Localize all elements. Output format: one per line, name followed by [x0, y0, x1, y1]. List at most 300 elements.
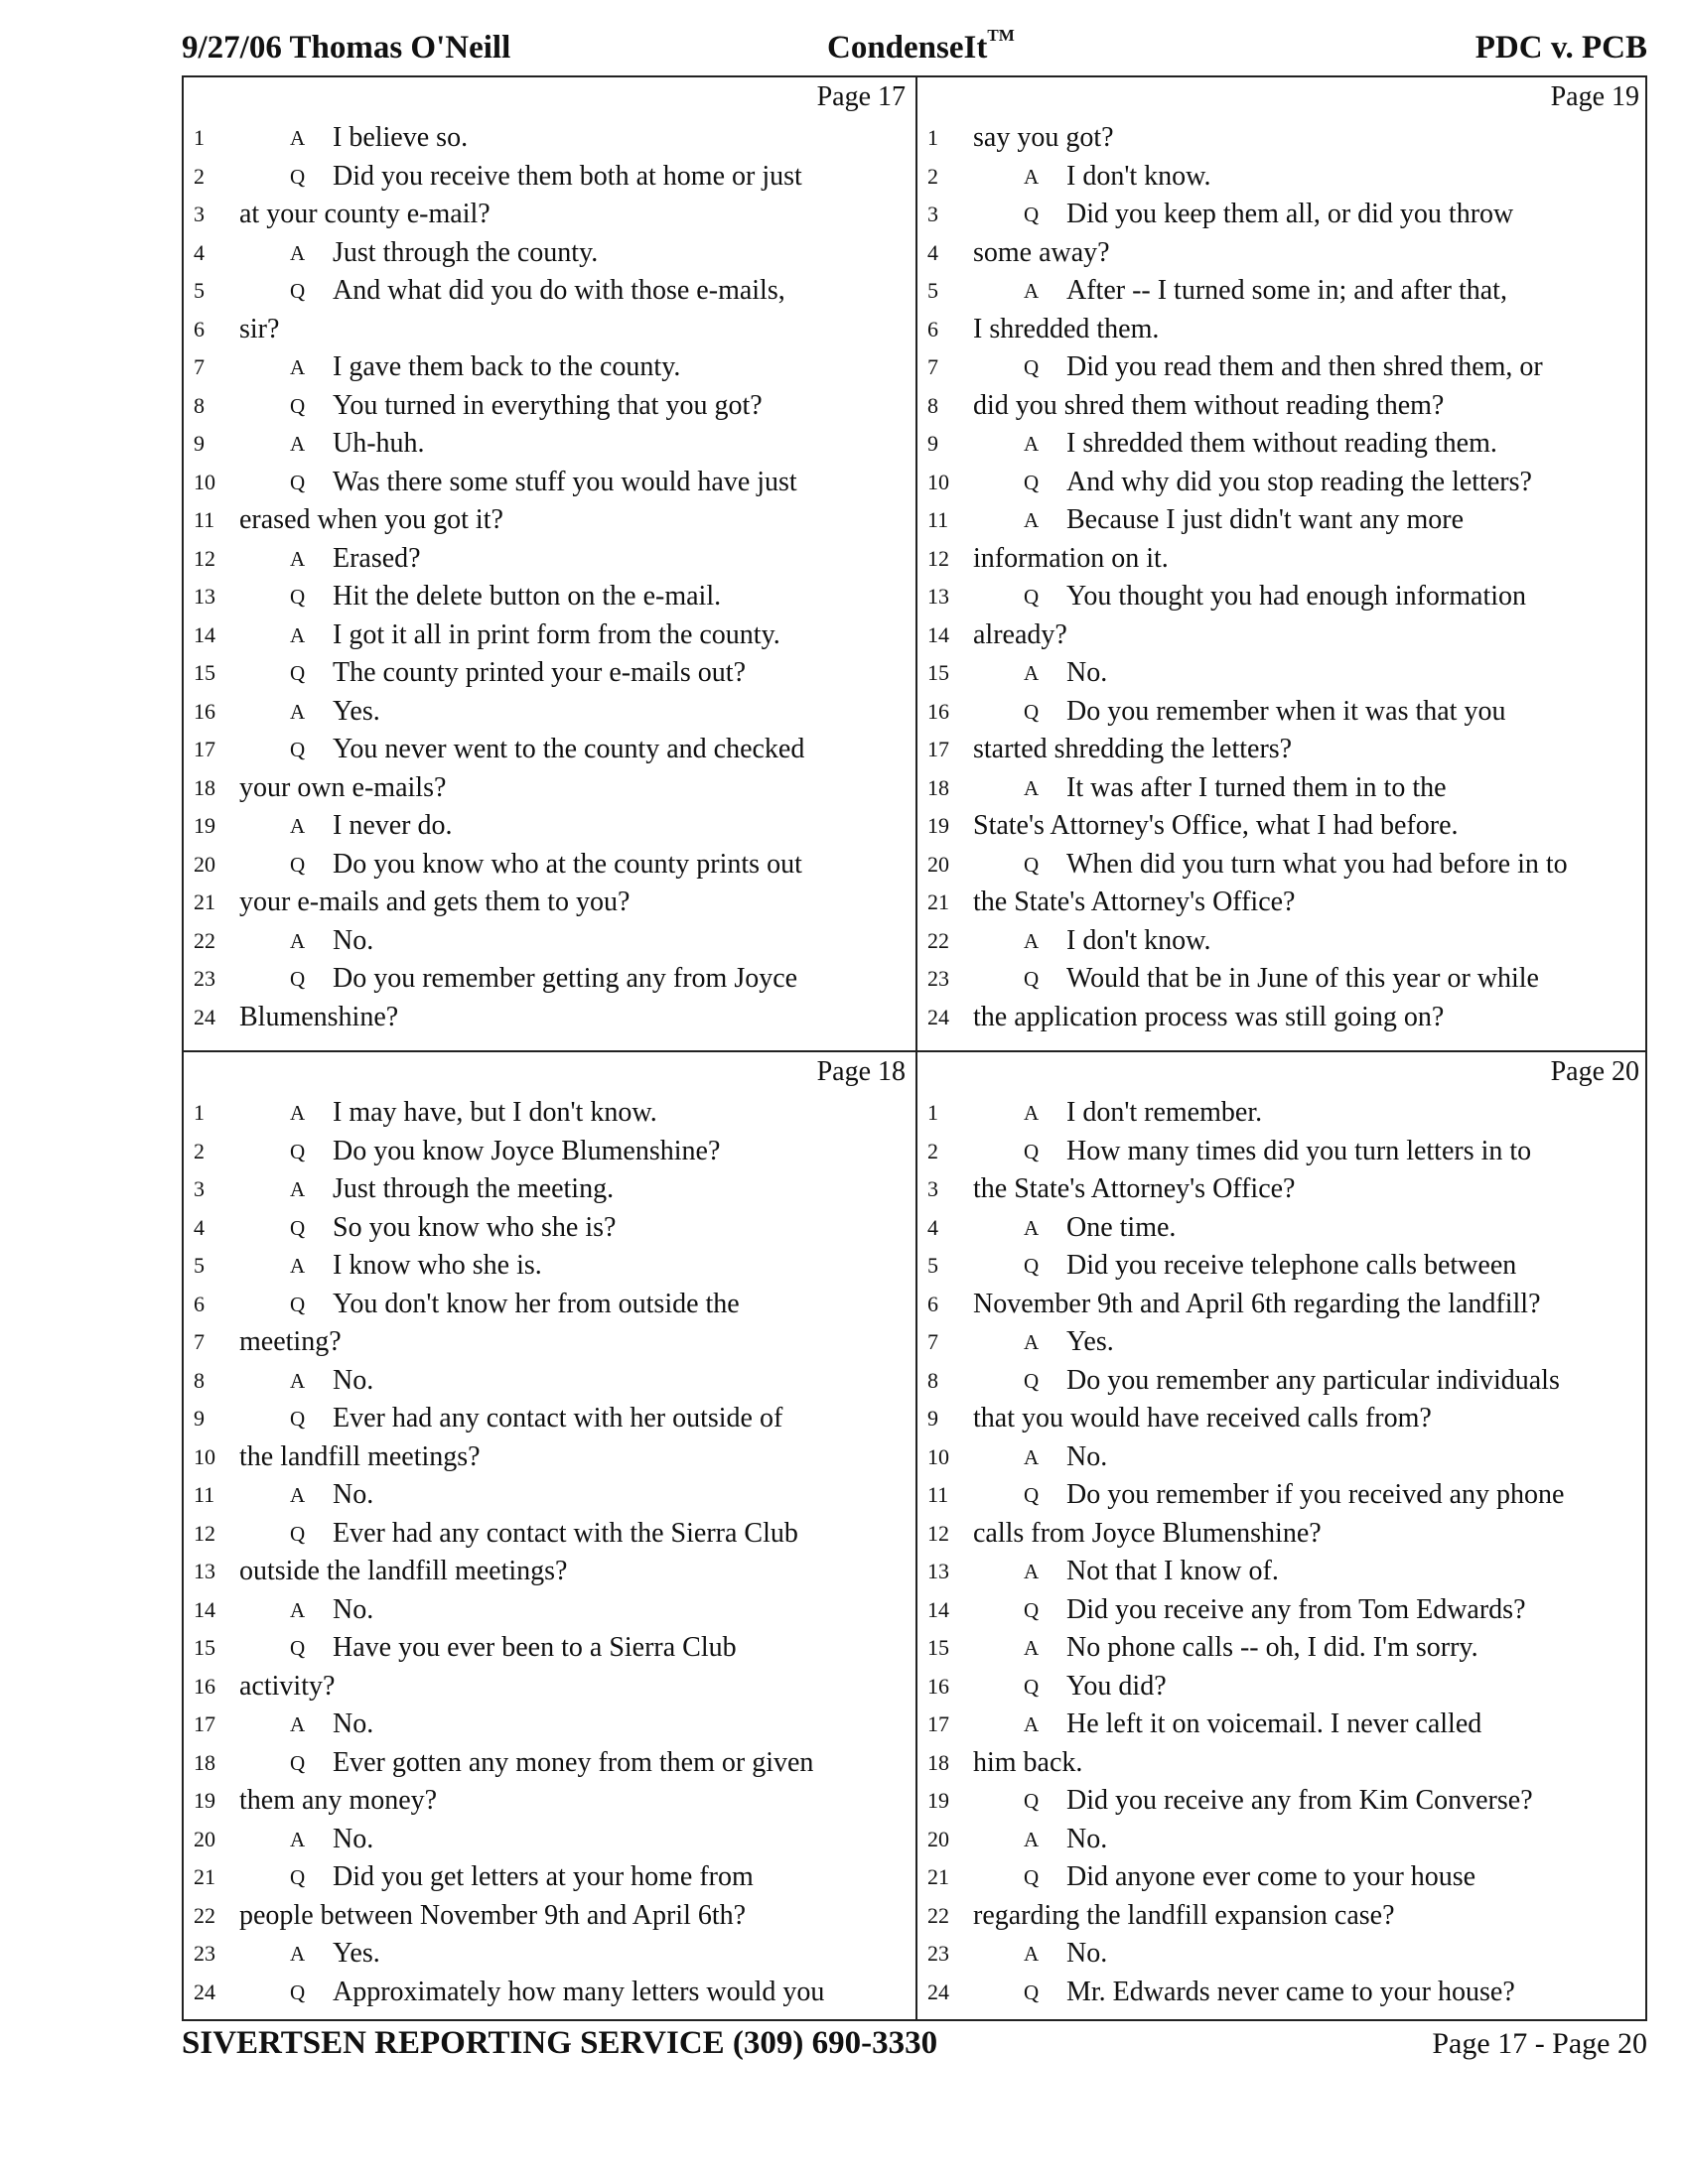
- line-number: 13: [194, 1559, 215, 1583]
- line-number: 11: [194, 1482, 215, 1507]
- transcript-line: [184, 1668, 915, 1706]
- speaker-marker: Q: [290, 1292, 306, 1316]
- line-number: 23: [194, 1941, 215, 1966]
- line-text: Did you receive any from Tom Edwards?: [1066, 1593, 1526, 1625]
- speaker-marker: Q: [1024, 1597, 1040, 1622]
- transcript-line: [184, 1400, 915, 1438]
- transcript-line: [184, 425, 915, 464]
- transcript-line: [184, 272, 915, 311]
- speaker-marker: A: [1024, 432, 1040, 456]
- line-number: 17: [194, 737, 215, 761]
- transcript-line: [917, 1209, 1649, 1248]
- line-number: 15: [927, 1635, 949, 1660]
- transcript-line: [917, 1133, 1649, 1171]
- line-text: that you would have received calls from?: [973, 1403, 1432, 1433]
- speaker-marker: A: [290, 1254, 306, 1278]
- speaker-marker: A: [1024, 164, 1040, 189]
- line-number: 14: [927, 1596, 949, 1622]
- line-text: people between November 9th and April 6th?: [239, 1899, 747, 1931]
- transcript-line: [184, 540, 915, 579]
- line-number: 12: [194, 1520, 215, 1546]
- speaker-marker: Q: [290, 585, 306, 609]
- transcript-line: [917, 693, 1649, 732]
- line-number: 8: [194, 1367, 205, 1393]
- line-number: 15: [194, 1635, 215, 1660]
- line-number: 9: [927, 431, 938, 456]
- transcript-line: [184, 769, 915, 808]
- line-text: No.: [1066, 1938, 1108, 1969]
- line-text: Did you get letters at your home from: [333, 1861, 754, 1892]
- line-text: Did you receive telephone calls between: [1066, 1250, 1517, 1281]
- speaker-marker: Q: [1024, 1483, 1040, 1507]
- transcript-line: [917, 807, 1649, 846]
- line-number: 15: [194, 660, 215, 685]
- line-text: Do you remember getting any from Joyce: [333, 963, 798, 994]
- line-number: 18: [927, 1749, 949, 1775]
- transcript-line: [917, 846, 1649, 885]
- line-text: You thought you had enough information: [1066, 581, 1527, 612]
- transcript-line: [917, 1706, 1649, 1744]
- speaker-marker: Q: [1024, 967, 1040, 991]
- line-number: 20: [194, 1826, 215, 1851]
- transcript-line: [917, 654, 1649, 693]
- transcript-line: [917, 922, 1649, 961]
- transcript-line: [184, 731, 915, 769]
- speaker-marker: Q: [290, 1139, 306, 1163]
- transcript-line: [184, 1629, 915, 1668]
- line-text: Do you know who at the county prints out: [333, 848, 802, 880]
- line-number: 5: [194, 1253, 205, 1278]
- transcript-line: [184, 1170, 915, 1209]
- line-number: 2: [927, 1138, 938, 1163]
- line-number: 16: [927, 1673, 949, 1699]
- transcript-line: [917, 1400, 1649, 1438]
- speaker-marker: A: [1024, 1101, 1040, 1125]
- line-number: 3: [927, 1176, 938, 1201]
- line-text: I may have, but I don't know.: [333, 1097, 657, 1128]
- transcript-line: [917, 1744, 1649, 1783]
- speaker-marker: Q: [290, 1215, 306, 1240]
- speaker-marker: Q: [290, 1750, 306, 1775]
- transcript-line: [184, 234, 915, 273]
- line-number: 14: [927, 621, 949, 647]
- line-text: He left it on voicemail. I never called: [1066, 1708, 1482, 1739]
- line-text: them any money?: [239, 1785, 438, 1816]
- speaker-marker: A: [290, 546, 306, 571]
- header-brand: [827, 26, 1015, 67]
- transcript-line: [917, 1782, 1649, 1821]
- line-number: 5: [927, 1253, 938, 1278]
- line-text: Because I just didn't want any more: [1066, 504, 1465, 535]
- line-text: I don't remember.: [1066, 1097, 1263, 1128]
- speaker-marker: A: [1024, 661, 1040, 685]
- line-number: 10: [194, 469, 215, 494]
- line-number: 12: [927, 1520, 949, 1546]
- transcript-line: [917, 1897, 1649, 1936]
- line-number: 5: [927, 278, 938, 303]
- speaker-marker: Q: [1024, 1789, 1040, 1813]
- line-number: 24: [194, 1004, 215, 1029]
- line-text: I don't know.: [1066, 924, 1211, 956]
- transcript-line: [184, 348, 915, 387]
- transcript-line: [184, 1858, 915, 1897]
- transcript-line: [184, 158, 915, 197]
- line-text: the State's Attorney's Office?: [973, 1173, 1296, 1204]
- line-text: your own e-mails?: [239, 771, 447, 803]
- line-number: 18: [927, 774, 949, 800]
- line-number: 24: [927, 1004, 949, 1029]
- line-text: Do you remember when it was that you: [1066, 695, 1506, 727]
- line-number: 7: [194, 354, 205, 379]
- line-number: 20: [927, 1826, 949, 1851]
- transcript-line: [184, 1744, 915, 1783]
- speaker-marker: Q: [1024, 585, 1040, 609]
- line-text: regarding the landfill expansion case?: [973, 1899, 1395, 1931]
- speaker-marker: Q: [1024, 470, 1040, 494]
- line-number: 7: [927, 1329, 938, 1354]
- line-text: sir?: [239, 313, 280, 344]
- line-text: No phone calls -- oh, I did. I'm sorry.: [1066, 1632, 1478, 1663]
- speaker-marker: Q: [290, 967, 306, 991]
- speaker-marker: Q: [1024, 1865, 1040, 1889]
- line-text: It was after I turned them in to the: [1066, 771, 1447, 803]
- line-number: 2: [194, 163, 205, 189]
- transcript-line: [917, 540, 1649, 579]
- speaker-marker: Q: [290, 470, 306, 494]
- line-text: Did anyone ever come to your house: [1066, 1861, 1476, 1892]
- line-number: 2: [927, 163, 938, 189]
- line-text: And what did you do with those e-mails,: [333, 275, 785, 306]
- line-text: No.: [333, 924, 374, 956]
- line-number: 19: [194, 813, 215, 838]
- line-text: I know who she is.: [333, 1250, 542, 1281]
- transcript-page-19: [917, 77, 1649, 1050]
- line-text: I got it all in print form from the county.: [333, 618, 780, 650]
- transcript-line: [917, 501, 1649, 540]
- line-text: Ever gotten any money from them or given: [333, 1746, 814, 1778]
- speaker-marker: Q: [290, 1865, 306, 1889]
- line-text: already?: [973, 618, 1067, 650]
- transcript-page-18: [184, 1052, 915, 2025]
- transcript-line: [917, 348, 1649, 387]
- line-number: 12: [927, 545, 949, 571]
- transcript-line: [917, 616, 1649, 655]
- transcript-line: [917, 272, 1649, 311]
- line-text: Yes.: [333, 1938, 380, 1969]
- line-number: 8: [927, 392, 938, 418]
- speaker-marker: Q: [290, 852, 306, 877]
- speaker-marker: A: [1024, 1712, 1040, 1736]
- transcript-line: [184, 1133, 915, 1171]
- line-number: 20: [927, 851, 949, 877]
- line-text: erased when you got it?: [239, 504, 503, 535]
- line-text: at your county e-mail?: [239, 199, 491, 229]
- line-number: 23: [927, 1941, 949, 1966]
- line-text: Do you remember if you received any phone: [1066, 1479, 1565, 1510]
- line-number: 13: [927, 584, 949, 609]
- transcript-line: [184, 1209, 915, 1248]
- page-number-label: Page 19: [1550, 81, 1639, 112]
- transcript-line: [184, 1247, 915, 1286]
- transcript-line: [917, 425, 1649, 464]
- line-number: 8: [927, 1367, 938, 1393]
- transcript-line: [917, 1323, 1649, 1362]
- transcript-line: [917, 1553, 1649, 1591]
- speaker-marker: A: [290, 814, 306, 838]
- line-number: 21: [194, 889, 215, 914]
- line-number: 24: [194, 1979, 215, 2004]
- transcript-line: [184, 1782, 915, 1821]
- transcript-line: [184, 578, 915, 616]
- transcript-line: [184, 119, 915, 158]
- line-number: 20: [194, 851, 215, 877]
- transcript-line: [184, 1935, 915, 1974]
- line-text: I believe so.: [333, 122, 469, 153]
- line-text: Do you know Joyce Blumenshine?: [333, 1135, 721, 1166]
- speaker-marker: A: [290, 622, 306, 647]
- line-text: The county printed your e-mails out?: [333, 657, 746, 688]
- speaker-marker: Q: [1024, 699, 1040, 724]
- line-text: No.: [333, 1479, 374, 1510]
- line-number: 22: [927, 927, 949, 953]
- transcript-line: [917, 769, 1649, 808]
- line-text: Not that I know of.: [1066, 1556, 1279, 1586]
- transcript-line: [184, 884, 915, 922]
- speaker-marker: A: [290, 699, 306, 724]
- line-text: You turned in everything that you got?: [333, 389, 763, 421]
- transcript-line: [184, 311, 915, 349]
- transcript-line: [184, 846, 915, 885]
- transcript-line: [917, 1668, 1649, 1706]
- line-number: 3: [194, 1176, 205, 1201]
- line-text: Yes.: [333, 695, 380, 727]
- transcript-grid: [182, 75, 1647, 2021]
- line-number: 14: [194, 621, 215, 647]
- line-number: 16: [194, 698, 215, 724]
- speaker-marker: A: [1024, 1215, 1040, 1240]
- transcript-line: [917, 960, 1649, 999]
- page-number-label: Page 17: [816, 81, 906, 112]
- line-text: I never do.: [333, 810, 453, 841]
- speaker-marker: Q: [1024, 1979, 1040, 2004]
- line-text: No.: [333, 1708, 374, 1739]
- line-number: 4: [927, 239, 938, 265]
- line-number: 22: [927, 1902, 949, 1928]
- line-number: 15: [927, 660, 949, 685]
- transcript-line: [184, 196, 915, 234]
- line-number: 11: [927, 507, 949, 532]
- speaker-marker: Q: [290, 279, 306, 303]
- line-text: the application process was still going on?: [973, 1001, 1445, 1032]
- line-text: Ever had any contact with the Sierra Club: [333, 1517, 798, 1549]
- transcript-line: [184, 1591, 915, 1630]
- line-text: outside the landfill meetings?: [239, 1556, 568, 1586]
- line-number: 2: [194, 1138, 205, 1163]
- transcript-line: [184, 1515, 915, 1554]
- line-number: 19: [927, 813, 949, 838]
- line-number: 4: [194, 239, 205, 265]
- transcript-line: [917, 234, 1649, 273]
- line-text: calls from Joyce Blumenshine?: [973, 1517, 1322, 1549]
- line-number: 18: [194, 774, 215, 800]
- speaker-marker: A: [1024, 1560, 1040, 1583]
- line-number: 6: [927, 1291, 938, 1316]
- line-number: 17: [194, 1711, 215, 1736]
- transcript-line: [917, 578, 1649, 616]
- transcript-lines: [184, 1094, 915, 2011]
- line-text: You did?: [1066, 1670, 1167, 1702]
- line-number: 11: [194, 507, 215, 532]
- transcript-line: [184, 1362, 915, 1401]
- line-number: 9: [927, 1406, 938, 1431]
- line-text: Erased?: [333, 542, 421, 574]
- transcript-line: [184, 1286, 915, 1324]
- line-number: 1: [927, 1100, 938, 1125]
- transcript-line: [917, 1591, 1649, 1630]
- transcript-line: [184, 1553, 915, 1591]
- speaker-marker: Q: [1024, 1139, 1040, 1163]
- line-text: Was there some stuff you would have just: [333, 466, 797, 497]
- transcript-line: [917, 1974, 1649, 2012]
- transcript-line: [184, 387, 915, 426]
- line-text: November 9th and April 6th regarding the landfill?: [973, 1288, 1541, 1319]
- line-number: 9: [194, 1406, 205, 1431]
- line-text: Hit the delete button on the e-mail.: [333, 581, 722, 612]
- line-number: 6: [194, 316, 205, 341]
- line-number: 24: [927, 1979, 949, 2004]
- transcript-line: [184, 807, 915, 846]
- line-number: 7: [927, 354, 938, 379]
- speaker-marker: A: [1024, 1330, 1040, 1354]
- line-text: Ever had any contact with her outside of: [333, 1403, 783, 1433]
- speaker-marker: A: [290, 1942, 306, 1966]
- speaker-marker: A: [290, 432, 306, 456]
- speaker-marker: A: [1024, 928, 1040, 953]
- transcript-line: [184, 1323, 915, 1362]
- line-number: 10: [194, 1443, 215, 1469]
- transcript-line: [184, 1974, 915, 2012]
- line-text: Do you remember any particular individuals: [1066, 1364, 1560, 1396]
- line-number: 10: [927, 1443, 949, 1469]
- speaker-marker: Q: [290, 1521, 306, 1546]
- line-number: 23: [927, 966, 949, 991]
- transcript-line: [184, 1094, 915, 1133]
- line-text: say you got?: [973, 122, 1114, 153]
- line-text: State's Attorney's Office, what I had before.: [973, 810, 1459, 841]
- transcript-line: [917, 731, 1649, 769]
- line-number: 22: [194, 1902, 215, 1928]
- speaker-marker: Q: [290, 1407, 306, 1431]
- line-text: Blumenshine?: [239, 1001, 399, 1032]
- line-text: Did you receive any from Kim Converse?: [1066, 1785, 1533, 1816]
- line-number: 16: [194, 1673, 215, 1699]
- speaker-marker: A: [1024, 279, 1040, 303]
- line-text: And why did you stop reading the letters?: [1066, 466, 1532, 497]
- line-number: 6: [194, 1291, 205, 1316]
- transcript-line: [917, 196, 1649, 234]
- line-text: Yes.: [1066, 1326, 1114, 1357]
- line-text: When did you turn what you had before in to: [1066, 848, 1568, 880]
- line-text: So you know who she is?: [333, 1211, 617, 1243]
- transcript-line: [184, 1821, 915, 1859]
- line-text: the landfill meetings?: [239, 1440, 481, 1472]
- line-text: No.: [333, 1364, 374, 1396]
- line-number: 5: [194, 278, 205, 303]
- line-number: 8: [194, 392, 205, 418]
- transcript-line: [184, 1476, 915, 1515]
- speaker-marker: Q: [290, 393, 306, 418]
- speaker-marker: A: [290, 1177, 306, 1201]
- page-footer: [182, 2025, 1647, 2069]
- line-text: some away?: [973, 236, 1110, 268]
- line-text: No.: [1066, 1440, 1108, 1472]
- transcript-line: [917, 1515, 1649, 1554]
- transcript-line: [184, 693, 915, 732]
- speaker-marker: A: [290, 240, 306, 265]
- page-header: [182, 26, 1647, 73]
- transcript-line: [184, 922, 915, 961]
- speaker-marker: A: [1024, 1636, 1040, 1660]
- line-number: 21: [194, 1864, 215, 1889]
- line-number: 11: [927, 1482, 949, 1507]
- transcript-line: [184, 1438, 915, 1477]
- header-brand-text: CondenseIt: [827, 30, 988, 66]
- line-number: 17: [927, 737, 949, 761]
- transcript-line: [917, 464, 1649, 502]
- speaker-marker: Q: [290, 738, 306, 761]
- speaker-marker: Q: [1024, 1674, 1040, 1699]
- line-number: 10: [927, 469, 949, 494]
- line-text: I shredded them without reading them.: [1066, 428, 1497, 459]
- speaker-marker: A: [290, 1712, 306, 1736]
- line-number: 18: [194, 1749, 215, 1775]
- speaker-marker: A: [290, 1827, 306, 1851]
- speaker-marker: A: [290, 1597, 306, 1622]
- transcript-line: [184, 654, 915, 693]
- header-case: PDC v. PCB: [1474, 30, 1647, 66]
- header-date-witness: 9/27/06 Thomas O'Neill: [182, 30, 511, 66]
- line-number: 1: [927, 125, 938, 150]
- speaker-marker: A: [290, 1368, 306, 1393]
- speaker-marker: A: [1024, 1827, 1040, 1851]
- transcript-line: [184, 999, 915, 1037]
- transcript-lines: [917, 119, 1649, 1036]
- speaker-marker: A: [290, 126, 306, 150]
- transcript-line: [184, 464, 915, 502]
- footer-reporter: SIVERTSEN REPORTING SERVICE (309) 690-3330: [182, 2025, 938, 2061]
- line-text: One time.: [1066, 1211, 1177, 1243]
- transcript-line: [917, 1858, 1649, 1897]
- line-text: I don't know.: [1066, 160, 1211, 192]
- line-text: your e-mails and gets them to you?: [239, 887, 631, 917]
- transcript-page-17: [184, 77, 915, 1050]
- line-text: No.: [333, 1593, 374, 1625]
- line-number: 19: [194, 1788, 215, 1813]
- line-text: No.: [1066, 1823, 1108, 1854]
- transcript-line: [917, 387, 1649, 426]
- line-number: 14: [194, 1596, 215, 1622]
- line-text: did you shred them without reading them?: [973, 389, 1445, 421]
- transcript-line: [917, 1094, 1649, 1133]
- transcript-lines: [184, 119, 915, 1036]
- speaker-marker: Q: [290, 661, 306, 685]
- transcript-line: [184, 616, 915, 655]
- line-number: 9: [194, 431, 205, 456]
- line-number: 12: [194, 545, 215, 571]
- line-number: 19: [927, 1788, 949, 1813]
- line-text: information on it.: [973, 542, 1169, 574]
- speaker-marker: Q: [290, 164, 306, 189]
